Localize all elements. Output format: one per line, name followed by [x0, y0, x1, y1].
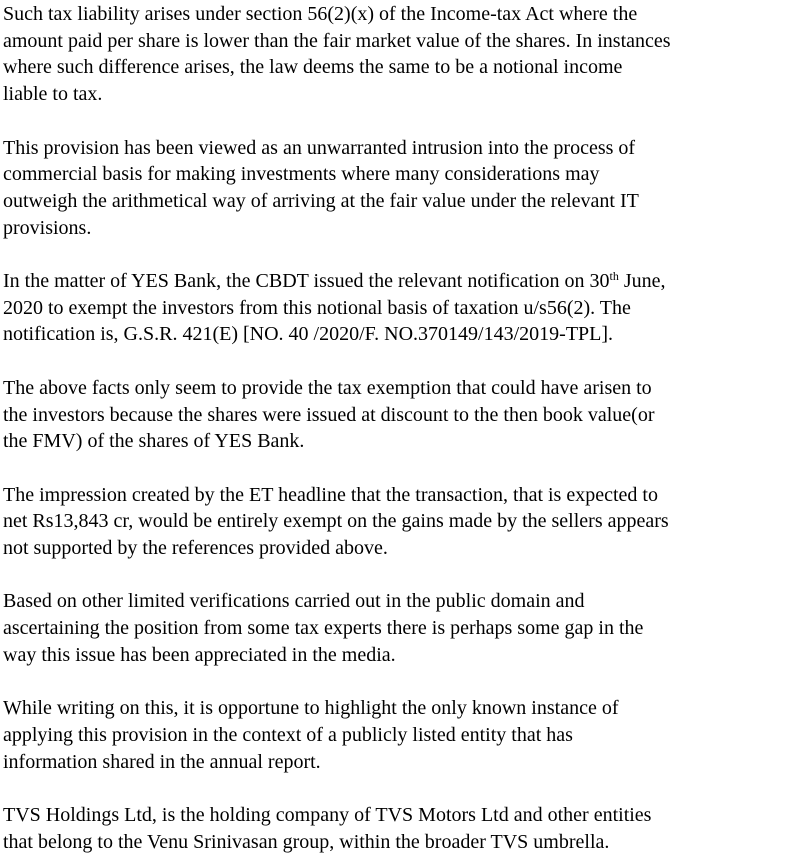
text-line: liable to tax. [3, 83, 103, 106]
paragraph-known-instance [3, 695, 785, 775]
paragraph-verifications [3, 588, 785, 668]
text-line: not supported by the references provided above. [3, 537, 388, 559]
text-line: Such tax liability arises under section 56(2)(x) of the Income-tax Act where the [3, 3, 638, 25]
text-line: net Rs13,843 cr, would be entirely exempt on the gains made by the sellers appears [3, 510, 669, 533]
text-line: This provision has been viewed as an unwarranted intrusion into the process of [3, 136, 636, 159]
text-line: way this issue has been appreciated in the media. [3, 643, 396, 666]
paragraph-provision-view [3, 135, 785, 242]
document-body [3, 1, 785, 855]
text-line: 2020 to exempt the investors from this notional basis of taxation u/s56(2). The [3, 296, 631, 319]
paragraph-tax-liability [3, 1, 785, 108]
paragraph-tvs-holdings [3, 802, 785, 855]
text-line: outweigh the arithmetical way of arriving at the fair value under the relevant IT [3, 189, 639, 212]
text-line: the FMV) of the shares of YES Bank. [3, 430, 305, 453]
text-line [3, 268, 785, 295]
text-segment: June, [618, 270, 666, 292]
text-line: TVS Holdings Ltd, is the holding company of TVS Motors Ltd and other entities [3, 803, 652, 826]
text-line: the investors because the shares were issued at discount to the then book value(or [3, 403, 655, 426]
text-line: commercial basis for making investments where many considerations may [3, 163, 600, 186]
text-segment: In the matter of YES Bank, the CBDT issued the relevant notification on 30 [3, 270, 610, 292]
text-line: amount paid per share is lower than the fair market value of the shares. In instances [3, 29, 671, 52]
ordinal-superscript: th [609, 269, 619, 283]
text-line: applying this provision in the context of a publicly listed entity that has [3, 723, 573, 746]
text-line: Based on other limited verifications carried out in the public domain and [3, 590, 585, 613]
text-line: that belong to the Venu Srinivasan group, within the broader TVS umbrella. [3, 830, 610, 853]
paragraph-above-facts [3, 375, 785, 455]
text-line: The impression created by the ET headline that the transaction, that is expected to [3, 483, 658, 506]
text-line: The above facts only seem to provide the tax exemption that could have arisen to [3, 376, 652, 399]
text-line: where such difference arises, the law deems the same to be a notional income [3, 56, 623, 79]
text-line: information shared in the annual report. [3, 750, 321, 773]
text-line: ascertaining the position from some tax experts there is perhaps some gap in the [3, 617, 644, 640]
paragraph-et-headline [3, 482, 785, 562]
text-line: While writing on this, it is opportune to highlight the only known instance of [3, 697, 619, 720]
paragraph-yes-bank-notification [3, 268, 785, 348]
text-line: notification is, G.S.R. 421(E) [NO. 40 /2020/F. NO.370149/143/2019-TPL]. [3, 323, 614, 346]
text-line: provisions. [3, 216, 92, 239]
